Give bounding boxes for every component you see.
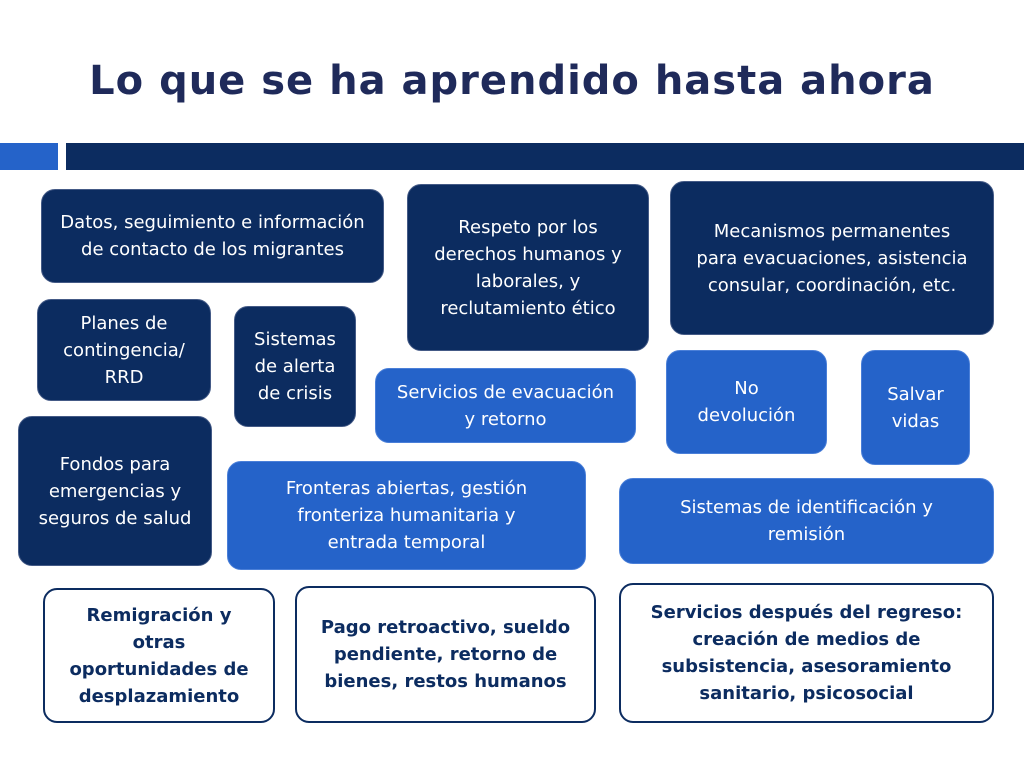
box-planes: Planes de contingencia/ RRD	[37, 299, 211, 401]
box-no-devolucion: No devolución	[666, 350, 827, 454]
box-fondos: Fondos para emergencias y seguros de salud	[18, 416, 212, 566]
box-mecanismos: Mecanismos permanentes para evacuaciones, asistencia consular, coordinación, etc.	[670, 181, 994, 335]
box-respeto: Respeto por los derechos humanos y laborales, y reclutamiento ético	[407, 184, 649, 351]
box-fronteras: Fronteras abiertas, gestión fronteriza humanitaria y entrada temporal	[227, 461, 586, 570]
accent-bar-left	[0, 143, 58, 170]
box-pago: Pago retroactivo, sueldo pendiente, retorno de bienes, restos humanos	[295, 586, 596, 723]
box-servicios-regreso: Servicios después del regreso: creación de medios de subsistencia, asesoramiento sanitario, psicosocial	[619, 583, 994, 723]
box-identificacion: Sistemas de identificación y remisión	[619, 478, 994, 564]
box-salvar-vidas: Salvar vidas	[861, 350, 970, 465]
accent-bar-right	[66, 143, 1024, 170]
slide-title: Lo que se ha aprendido hasta ahora	[89, 58, 935, 104]
box-alerta: Sistemas de alerta de crisis	[234, 306, 356, 427]
box-datos: Datos, seguimiento e información de contacto de los migrantes	[41, 189, 384, 283]
box-remigracion: Remigración y otras oportunidades de desplazamiento	[43, 588, 275, 723]
box-evacuacion: Servicios de evacuación y retorno	[375, 368, 636, 443]
